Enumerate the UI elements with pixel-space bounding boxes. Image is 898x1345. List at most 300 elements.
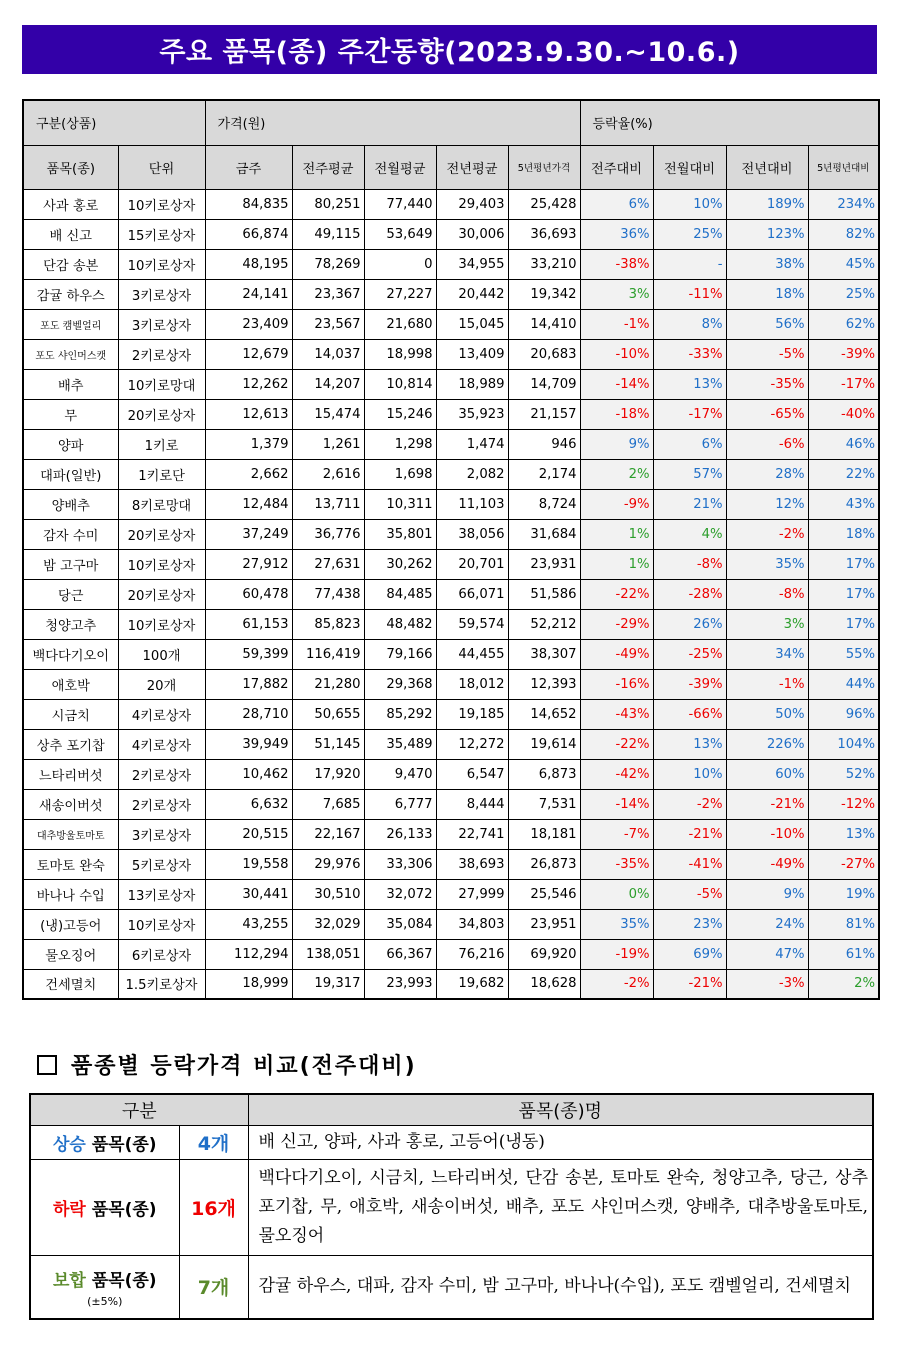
- item-name: 건세멸치: [23, 969, 118, 999]
- rate-vs-year: 38%: [726, 249, 808, 279]
- price-prev-week: 77,438: [292, 579, 364, 609]
- price-prev-year: 19,185: [436, 699, 508, 729]
- price-5yr-avg: 18,181: [508, 819, 580, 849]
- rate-vs-5yr: 62%: [808, 309, 879, 339]
- price-prev-week: 51,145: [292, 729, 364, 759]
- unit: 4키로상자: [118, 699, 205, 729]
- category-count: 7개: [179, 1255, 248, 1319]
- price-prev-year: 19,682: [436, 969, 508, 999]
- price-prev-year: 1,474: [436, 429, 508, 459]
- rate-vs-week: -22%: [580, 579, 653, 609]
- rate-vs-month: 13%: [653, 369, 726, 399]
- rate-vs-year: 28%: [726, 459, 808, 489]
- price-5yr-avg: 14,652: [508, 699, 580, 729]
- rate-vs-week: -42%: [580, 759, 653, 789]
- rate-vs-week: -2%: [580, 969, 653, 999]
- rate-vs-year: -8%: [726, 579, 808, 609]
- rate-vs-5yr: 82%: [808, 219, 879, 249]
- price-prev-month: 21,680: [364, 309, 436, 339]
- price-prev-year: 18,012: [436, 669, 508, 699]
- price-prev-week: 14,037: [292, 339, 364, 369]
- price-5yr-avg: 33,210: [508, 249, 580, 279]
- unit: 2키로상자: [118, 759, 205, 789]
- rate-vs-week: 0%: [580, 879, 653, 909]
- price-prev-week: 2,616: [292, 459, 364, 489]
- comparison-col-category: 구분: [30, 1094, 248, 1125]
- price-current: 66,874: [205, 219, 292, 249]
- rate-vs-year: 189%: [726, 189, 808, 219]
- price-current: 1,379: [205, 429, 292, 459]
- rate-vs-week: -19%: [580, 939, 653, 969]
- rate-vs-week: -14%: [580, 789, 653, 819]
- rate-vs-year: -35%: [726, 369, 808, 399]
- price-prev-week: 138,051: [292, 939, 364, 969]
- item-name: 상추 포기찹: [23, 729, 118, 759]
- rate-vs-month: 26%: [653, 609, 726, 639]
- rate-vs-month: 69%: [653, 939, 726, 969]
- rate-vs-week: -22%: [580, 729, 653, 759]
- table-row: [23, 939, 879, 969]
- price-prev-month: 32,072: [364, 879, 436, 909]
- rate-vs-month: 57%: [653, 459, 726, 489]
- price-5yr-avg: 25,428: [508, 189, 580, 219]
- unit: 3키로상자: [118, 279, 205, 309]
- price-current: 61,153: [205, 609, 292, 639]
- price-current: 12,679: [205, 339, 292, 369]
- col-header-vs-5yr: 5년평년대비: [808, 145, 879, 189]
- rate-vs-year: -65%: [726, 399, 808, 429]
- item-name: 대추방울토마토: [23, 819, 118, 849]
- table-row: [23, 489, 879, 519]
- rate-vs-5yr: 55%: [808, 639, 879, 669]
- title-banner: [22, 25, 877, 74]
- rate-vs-month: -39%: [653, 669, 726, 699]
- item-name: 감귤 하우스: [23, 279, 118, 309]
- price-prev-year: 13,409: [436, 339, 508, 369]
- rate-vs-year: 24%: [726, 909, 808, 939]
- rate-vs-month: -33%: [653, 339, 726, 369]
- table-row: [23, 639, 879, 669]
- table-row: [23, 819, 879, 849]
- price-prev-month: 9,470: [364, 759, 436, 789]
- unit: 8키로망대: [118, 489, 205, 519]
- price-current: 24,141: [205, 279, 292, 309]
- item-name: 단감 송본: [23, 249, 118, 279]
- price-prev-week: 22,167: [292, 819, 364, 849]
- price-5yr-avg: 69,920: [508, 939, 580, 969]
- price-prev-month: 0: [364, 249, 436, 279]
- table-row: [23, 849, 879, 879]
- category-items: 배 신고, 양파, 사과 홍로, 고등어(냉동): [248, 1125, 873, 1159]
- price-prev-year: 59,574: [436, 609, 508, 639]
- category-label: [30, 1125, 179, 1159]
- item-name: 양파: [23, 429, 118, 459]
- table-row: [23, 669, 879, 699]
- rate-vs-week: 1%: [580, 519, 653, 549]
- col-header-5yr-avg: 5년평년가격: [508, 145, 580, 189]
- price-current: 28,710: [205, 699, 292, 729]
- price-prev-week: 19,317: [292, 969, 364, 999]
- rate-vs-5yr: 25%: [808, 279, 879, 309]
- rate-vs-5yr: 17%: [808, 579, 879, 609]
- category-flat-word: 보합: [52, 1270, 86, 1291]
- price-5yr-avg: 14,709: [508, 369, 580, 399]
- rate-vs-month: 4%: [653, 519, 726, 549]
- price-current: 18,999: [205, 969, 292, 999]
- item-name: 물오징어: [23, 939, 118, 969]
- item-name: 바나나 수입: [23, 879, 118, 909]
- item-name: 배 신고: [23, 219, 118, 249]
- item-name: 당근: [23, 579, 118, 609]
- item-name: 양배추: [23, 489, 118, 519]
- rate-vs-week: -14%: [580, 369, 653, 399]
- price-prev-month: 1,298: [364, 429, 436, 459]
- rate-vs-year: -5%: [726, 339, 808, 369]
- comparison-row-flat: [30, 1255, 873, 1319]
- price-prev-year: 34,955: [436, 249, 508, 279]
- price-current: 23,409: [205, 309, 292, 339]
- rate-vs-5yr: 81%: [808, 909, 879, 939]
- price-prev-year: 15,045: [436, 309, 508, 339]
- price-5yr-avg: 36,693: [508, 219, 580, 249]
- group-header-price: 가격(원): [205, 100, 580, 145]
- table-row: [23, 279, 879, 309]
- item-name: (냉)고등어: [23, 909, 118, 939]
- price-prev-month: 26,133: [364, 819, 436, 849]
- price-prev-month: 35,084: [364, 909, 436, 939]
- table-row: [23, 909, 879, 939]
- price-prev-month: 77,440: [364, 189, 436, 219]
- col-header-vs-year: 전년대비: [726, 145, 808, 189]
- price-5yr-avg: 38,307: [508, 639, 580, 669]
- price-prev-month: 1,698: [364, 459, 436, 489]
- table-row: [23, 459, 879, 489]
- price-prev-year: 76,216: [436, 939, 508, 969]
- price-5yr-avg: 7,531: [508, 789, 580, 819]
- rate-vs-month: 13%: [653, 729, 726, 759]
- price-prev-month: 18,998: [364, 339, 436, 369]
- unit: 20개: [118, 669, 205, 699]
- rate-vs-month: 25%: [653, 219, 726, 249]
- category-suffix: 품목(종): [91, 1134, 157, 1155]
- price-current: 30,441: [205, 879, 292, 909]
- unit: 20키로상자: [118, 519, 205, 549]
- price-current: 6,632: [205, 789, 292, 819]
- rate-vs-5yr: 43%: [808, 489, 879, 519]
- table-row: [23, 249, 879, 279]
- rate-vs-week: -43%: [580, 699, 653, 729]
- price-current: 17,882: [205, 669, 292, 699]
- price-5yr-avg: 20,683: [508, 339, 580, 369]
- item-name: 무: [23, 399, 118, 429]
- rate-vs-week: -9%: [580, 489, 653, 519]
- rate-vs-5yr: -39%: [808, 339, 879, 369]
- rate-vs-year: 60%: [726, 759, 808, 789]
- table-row: [23, 759, 879, 789]
- rate-vs-year: -10%: [726, 819, 808, 849]
- category-suffix: 품목(종): [91, 1270, 157, 1291]
- rate-vs-month: -: [653, 249, 726, 279]
- price-prev-year: 66,071: [436, 579, 508, 609]
- unit: 3키로상자: [118, 819, 205, 849]
- price-current: 2,662: [205, 459, 292, 489]
- price-current: 27,912: [205, 549, 292, 579]
- price-prev-month: 35,489: [364, 729, 436, 759]
- unit: 1.5키로상자: [118, 969, 205, 999]
- table-row: [23, 789, 879, 819]
- price-5yr-avg: 26,873: [508, 849, 580, 879]
- rate-vs-month: -21%: [653, 969, 726, 999]
- price-current: 60,478: [205, 579, 292, 609]
- price-current: 10,462: [205, 759, 292, 789]
- category-suffix: 품목(종): [91, 1199, 157, 1220]
- price-prev-year: 11,103: [436, 489, 508, 519]
- rate-vs-5yr: 17%: [808, 609, 879, 639]
- rate-vs-week: 1%: [580, 549, 653, 579]
- table-row: [23, 879, 879, 909]
- price-prev-month: 6,777: [364, 789, 436, 819]
- weekly-price-table: [22, 99, 880, 1000]
- table-row: [23, 729, 879, 759]
- price-prev-year: 29,403: [436, 189, 508, 219]
- price-prev-week: 49,115: [292, 219, 364, 249]
- rate-vs-5yr: 19%: [808, 879, 879, 909]
- price-current: 37,249: [205, 519, 292, 549]
- price-prev-year: 20,442: [436, 279, 508, 309]
- price-prev-year: 27,999: [436, 879, 508, 909]
- rate-vs-5yr: 46%: [808, 429, 879, 459]
- rate-vs-week: 9%: [580, 429, 653, 459]
- price-5yr-avg: 51,586: [508, 579, 580, 609]
- col-header-prev-month: 전월평균: [364, 145, 436, 189]
- price-prev-week: 80,251: [292, 189, 364, 219]
- category-sublabel: (±5%): [87, 1294, 123, 1308]
- table-row: [23, 429, 879, 459]
- price-prev-month: 29,368: [364, 669, 436, 699]
- price-prev-month: 27,227: [364, 279, 436, 309]
- rate-vs-year: -1%: [726, 669, 808, 699]
- unit: 4키로상자: [118, 729, 205, 759]
- price-current: 12,613: [205, 399, 292, 429]
- item-name: 애호박: [23, 669, 118, 699]
- price-prev-week: 14,207: [292, 369, 364, 399]
- rate-vs-week: 36%: [580, 219, 653, 249]
- price-current: 112,294: [205, 939, 292, 969]
- unit: 3키로상자: [118, 309, 205, 339]
- rate-vs-month: 8%: [653, 309, 726, 339]
- rate-vs-week: 6%: [580, 189, 653, 219]
- price-prev-month: 53,649: [364, 219, 436, 249]
- price-prev-week: 50,655: [292, 699, 364, 729]
- rate-vs-5yr: 22%: [808, 459, 879, 489]
- unit: 15키로상자: [118, 219, 205, 249]
- unit: 20키로상자: [118, 399, 205, 429]
- rate-vs-year: 3%: [726, 609, 808, 639]
- item-name: 백다다기오이: [23, 639, 118, 669]
- rate-vs-5yr: -12%: [808, 789, 879, 819]
- col-header-vs-week: 전주대비: [580, 145, 653, 189]
- unit: 100개: [118, 639, 205, 669]
- unit: 10키로상자: [118, 549, 205, 579]
- item-name: 포도 캠벨얼리: [23, 309, 118, 339]
- item-name: 대파(일반): [23, 459, 118, 489]
- category-label: [30, 1255, 179, 1319]
- col-header-item: 품목(종): [23, 145, 118, 189]
- unit: 1키로단: [118, 459, 205, 489]
- rate-vs-year: 56%: [726, 309, 808, 339]
- price-prev-week: 116,419: [292, 639, 364, 669]
- item-name: 밤 고구마: [23, 549, 118, 579]
- item-name: 사과 홍로: [23, 189, 118, 219]
- rate-vs-5yr: 61%: [808, 939, 879, 969]
- unit: 10키로상자: [118, 249, 205, 279]
- price-prev-year: 8,444: [436, 789, 508, 819]
- table-row: [23, 549, 879, 579]
- price-5yr-avg: 19,614: [508, 729, 580, 759]
- price-prev-year: 34,803: [436, 909, 508, 939]
- price-prev-week: 23,567: [292, 309, 364, 339]
- price-current: 12,484: [205, 489, 292, 519]
- price-current: 12,262: [205, 369, 292, 399]
- rate-vs-week: 35%: [580, 909, 653, 939]
- price-prev-month: 15,246: [364, 399, 436, 429]
- price-prev-year: 18,989: [436, 369, 508, 399]
- rate-vs-month: -5%: [653, 879, 726, 909]
- price-5yr-avg: 18,628: [508, 969, 580, 999]
- rate-vs-5yr: 13%: [808, 819, 879, 849]
- page-title: 주요 품목(종) 주간동향(2023.9.30.~10.6.): [159, 37, 740, 68]
- rate-vs-week: -7%: [580, 819, 653, 849]
- price-prev-month: 30,262: [364, 549, 436, 579]
- price-prev-month: 23,993: [364, 969, 436, 999]
- rate-vs-5yr: 17%: [808, 549, 879, 579]
- price-current: 59,399: [205, 639, 292, 669]
- price-5yr-avg: 12,393: [508, 669, 580, 699]
- price-prev-year: 38,693: [436, 849, 508, 879]
- price-prev-year: 44,455: [436, 639, 508, 669]
- price-prev-week: 7,685: [292, 789, 364, 819]
- price-5yr-avg: 31,684: [508, 519, 580, 549]
- rate-vs-year: 18%: [726, 279, 808, 309]
- table-row: [23, 189, 879, 219]
- unit: 6키로상자: [118, 939, 205, 969]
- category-down-word: 하락: [52, 1199, 86, 1220]
- unit: 20키로상자: [118, 579, 205, 609]
- category-items: 감귤 하우스, 대파, 감자 수미, 밤 고구마, 바나나(수입), 포도 캠벨얼리, 건세멸치: [248, 1255, 873, 1319]
- table-row: [23, 699, 879, 729]
- category-count: 4개: [179, 1125, 248, 1159]
- rate-vs-5yr: 2%: [808, 969, 879, 999]
- price-5yr-avg: 23,931: [508, 549, 580, 579]
- group-header-rate: 등락율(%): [580, 100, 879, 145]
- unit: 13키로상자: [118, 879, 205, 909]
- price-prev-week: 21,280: [292, 669, 364, 699]
- comparison-header-row: [30, 1094, 873, 1125]
- rate-vs-year: 47%: [726, 939, 808, 969]
- rate-vs-year: -49%: [726, 849, 808, 879]
- unit: 10키로상자: [118, 909, 205, 939]
- price-prev-year: 30,006: [436, 219, 508, 249]
- price-prev-month: 10,311: [364, 489, 436, 519]
- rate-vs-week: -29%: [580, 609, 653, 639]
- unit: 2키로상자: [118, 789, 205, 819]
- rate-vs-month: 6%: [653, 429, 726, 459]
- rate-vs-year: 34%: [726, 639, 808, 669]
- price-5yr-avg: 2,174: [508, 459, 580, 489]
- price-prev-year: 35,923: [436, 399, 508, 429]
- comparison-col-items: 품목(종)명: [248, 1094, 873, 1125]
- rate-vs-year: -6%: [726, 429, 808, 459]
- rate-vs-year: -2%: [726, 519, 808, 549]
- price-current: 48,195: [205, 249, 292, 279]
- item-name: 토마토 완숙: [23, 849, 118, 879]
- price-prev-year: 12,272: [436, 729, 508, 759]
- category-up-word: 상승: [52, 1134, 86, 1155]
- rate-vs-5yr: -17%: [808, 369, 879, 399]
- price-prev-month: 85,292: [364, 699, 436, 729]
- rate-vs-week: 3%: [580, 279, 653, 309]
- price-prev-month: 35,801: [364, 519, 436, 549]
- rate-vs-year: -21%: [726, 789, 808, 819]
- col-header-current: 금주: [205, 145, 292, 189]
- table-row: [23, 579, 879, 609]
- comparison-section-header: [37, 1049, 417, 1080]
- price-prev-week: 1,261: [292, 429, 364, 459]
- comparison-table: [29, 1093, 874, 1320]
- price-prev-week: 30,510: [292, 879, 364, 909]
- rate-vs-year: 123%: [726, 219, 808, 249]
- price-5yr-avg: 6,873: [508, 759, 580, 789]
- unit: 1키로: [118, 429, 205, 459]
- rate-vs-week: -1%: [580, 309, 653, 339]
- table-row: [23, 519, 879, 549]
- price-prev-week: 13,711: [292, 489, 364, 519]
- price-5yr-avg: 21,157: [508, 399, 580, 429]
- rate-vs-year: 35%: [726, 549, 808, 579]
- price-5yr-avg: 8,724: [508, 489, 580, 519]
- rate-vs-month: 10%: [653, 189, 726, 219]
- rate-vs-month: -41%: [653, 849, 726, 879]
- price-prev-week: 78,269: [292, 249, 364, 279]
- item-name: 느타리버섯: [23, 759, 118, 789]
- table-row: [23, 219, 879, 249]
- col-header-unit: 단위: [118, 145, 205, 189]
- category-label: [30, 1159, 179, 1255]
- price-5yr-avg: 23,951: [508, 909, 580, 939]
- rate-vs-week: -38%: [580, 249, 653, 279]
- col-header-vs-month: 전월대비: [653, 145, 726, 189]
- rate-vs-year: 50%: [726, 699, 808, 729]
- unit: 10키로망대: [118, 369, 205, 399]
- rate-vs-week: 2%: [580, 459, 653, 489]
- rate-vs-month: -8%: [653, 549, 726, 579]
- price-prev-year: 2,082: [436, 459, 508, 489]
- comparison-heading: 품종별 등락가격 비교(전주대비): [71, 1054, 417, 1079]
- comparison-row-down: [30, 1159, 873, 1255]
- unit: 2키로상자: [118, 339, 205, 369]
- table-row: [23, 609, 879, 639]
- price-current: 20,515: [205, 819, 292, 849]
- rate-vs-5yr: 18%: [808, 519, 879, 549]
- unit: 10키로상자: [118, 609, 205, 639]
- price-prev-week: 27,631: [292, 549, 364, 579]
- rate-vs-month: -66%: [653, 699, 726, 729]
- price-current: 84,835: [205, 189, 292, 219]
- checkbox-icon: [37, 1055, 57, 1075]
- rate-vs-year: 226%: [726, 729, 808, 759]
- rate-vs-week: -35%: [580, 849, 653, 879]
- price-prev-month: 79,166: [364, 639, 436, 669]
